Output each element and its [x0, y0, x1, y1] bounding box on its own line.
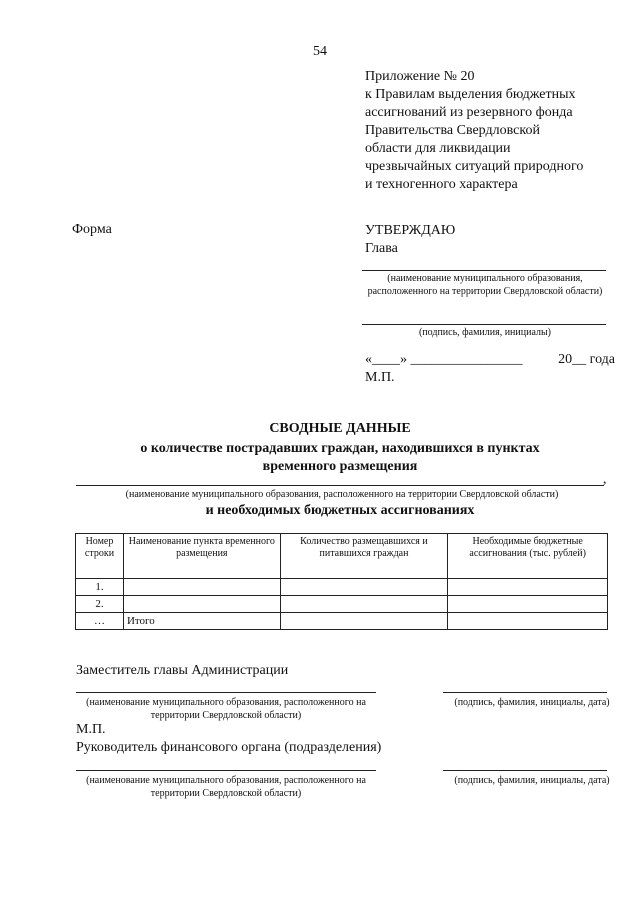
deputy-signature-line [443, 692, 607, 693]
comma-mark: , [603, 472, 607, 487]
cell-budget [448, 596, 608, 613]
appendix-line: ассигнований из резервного фонда [365, 105, 573, 120]
document-subtitle [0, 440, 640, 476]
approve-position: Глава [365, 241, 398, 256]
deputy-municipality-line [76, 692, 376, 693]
signature-caption: (подпись, фамилия, инициалы) [418, 327, 552, 338]
cell-row-number: 1. [76, 579, 124, 596]
subtitle-line: о количестве пострадавших граждан, находившихся в пунктах [140, 441, 540, 456]
signature-line [362, 324, 606, 325]
header-point-name: Наименование пункта временного размещения [123, 534, 280, 579]
stamp-mark-2: М.П. [76, 722, 106, 737]
deputy-signature-caption: (подпись, фамилия, инициалы, дата) [454, 697, 610, 708]
appendix-line: и техногенного характера [365, 177, 518, 192]
municipality-main-line [76, 485, 604, 486]
approve-title: УТВЕРЖДАЮ [365, 223, 456, 238]
approve-block [365, 222, 455, 258]
cell-point-name [123, 579, 280, 596]
cell-row-number: 2. [76, 596, 124, 613]
document-title-continued: и необходимых бюджетных ассигнованиях [205, 503, 475, 518]
cell-budget [448, 579, 608, 596]
date-line [365, 352, 615, 368]
cell-budget [448, 613, 608, 630]
municipality-caption: (наименование муниципального образования, расположенного на территории Свердловской области) [367, 273, 603, 297]
document-title: СВОДНЫЕ ДАННЫЕ [269, 421, 411, 436]
header-budget: Необходимые бюджетные ассигнования (тыс. рублей) [448, 534, 608, 579]
cell-point-name [123, 596, 280, 613]
cell-point-name: Итого [123, 613, 280, 630]
page-number: 54 [313, 44, 327, 59]
municipality-line [362, 270, 606, 271]
table-row-total [76, 613, 608, 630]
appendix-line: области для ликвидации [365, 141, 511, 156]
cell-citizens-count [280, 579, 448, 596]
finance-head-title: Руководитель финансового органа (подразделения) [76, 740, 382, 755]
table-row [76, 579, 608, 596]
deputy-head-title: Заместитель главы Администрации [76, 663, 289, 678]
form-label: Форма [72, 222, 112, 237]
appendix-block [365, 68, 625, 194]
header-citizens-count: Количество размещавшихся и питавшихся граждан [280, 534, 448, 579]
cell-citizens-count [280, 596, 448, 613]
appendix-line: к Правилам выделения бюджетных [365, 87, 576, 102]
date-day-month: «____» ________________ [365, 352, 523, 367]
appendix-line: чрезвычайных ситуаций природного [365, 159, 584, 174]
deputy-municipality-caption: (наименование муниципального образования, расположенного на территории Свердловской области) [86, 697, 366, 721]
appendix-line: Приложение № 20 [365, 69, 475, 84]
date-year: 20__ года [558, 352, 615, 367]
table-row [76, 596, 608, 613]
table-header-row [76, 534, 608, 579]
appendix-line: Правительства Свердловской [365, 123, 540, 138]
summary-table [75, 533, 608, 630]
cell-citizens-count [280, 613, 448, 630]
finance-signature-caption: (подпись, фамилия, инициалы, дата) [454, 775, 610, 786]
finance-municipality-caption: (наименование муниципального образования, расположенного на территории Свердловской области) [86, 775, 366, 799]
cell-row-number: … [76, 613, 124, 630]
subtitle-line: временного размещения [262, 459, 418, 474]
finance-municipality-line [76, 770, 376, 771]
stamp-mark: М.П. [365, 370, 395, 385]
finance-signature-line [443, 770, 607, 771]
header-row-number: Номер строки [76, 534, 124, 579]
municipality-main-caption: (наименование муниципального образования, расположенного на территории Свердловской области) [125, 489, 559, 500]
